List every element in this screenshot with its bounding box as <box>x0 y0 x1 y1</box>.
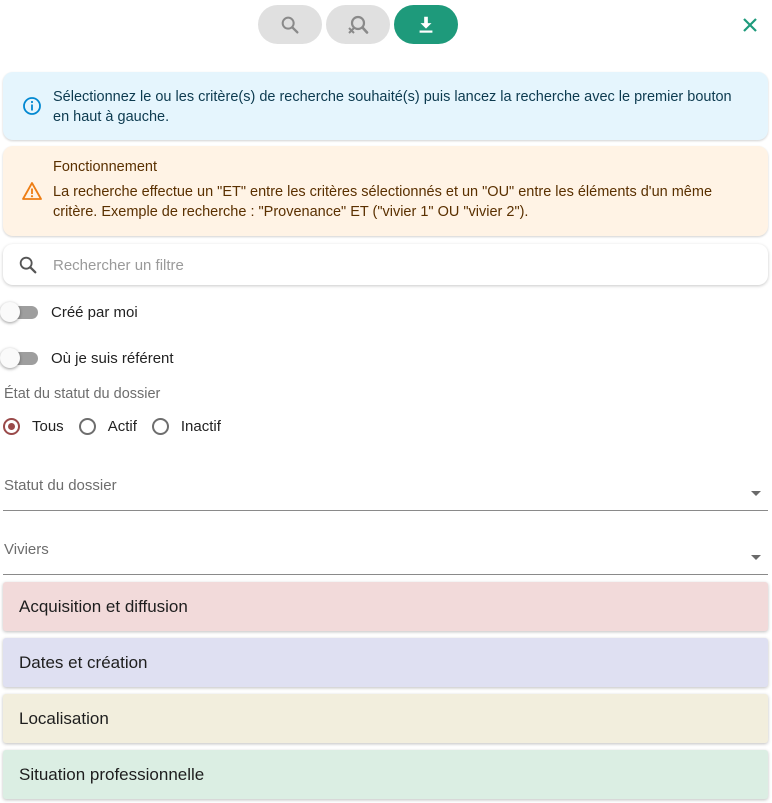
radio-all[interactable] <box>3 418 64 435</box>
warning-alert-title: Fonctionnement <box>53 159 157 175</box>
status-state-label: État du statut du dossier <box>4 386 161 402</box>
warning-icon <box>22 181 42 201</box>
toggle-label: Créé par moi <box>51 303 138 321</box>
info-alert <box>3 72 768 140</box>
created-by-me-toggle[interactable] <box>0 299 138 325</box>
select-label: Statut du dossier <box>4 477 117 494</box>
accordion-title: Dates et création <box>19 652 148 672</box>
radio-label: Tous <box>32 417 64 435</box>
warning-alert-body <box>53 157 748 222</box>
warning-alert <box>3 146 768 236</box>
radio-active[interactable] <box>79 418 137 435</box>
clear-search-button[interactable] <box>326 5 390 44</box>
accordion-title: Localisation <box>19 708 109 728</box>
accordion-title: Situation professionnelle <box>19 764 205 784</box>
search-icon <box>279 14 301 36</box>
info-alert-text: Sélectionnez le ou les critère(s) de recherche souhaité(s) puis lancez la recherche avec le premier bouton en haut à gauche. <box>53 89 732 125</box>
status-state-radio-group <box>3 414 236 438</box>
accordion-professional-situation[interactable] <box>3 750 768 799</box>
radio-circle[interactable] <box>152 418 169 435</box>
folder-status-select[interactable] <box>3 461 768 511</box>
filter-search-input[interactable] <box>51 244 745 287</box>
pools-select[interactable] <box>3 525 768 575</box>
referent-toggle[interactable] <box>0 345 174 371</box>
filter-search <box>3 244 768 285</box>
accordion-acquisition[interactable] <box>3 582 768 631</box>
toggle-switch[interactable] <box>0 346 40 370</box>
accordion-dates[interactable] <box>3 638 768 687</box>
search-off-icon <box>346 13 370 37</box>
toggle-label: Où je suis référent <box>51 349 174 367</box>
accordion-location[interactable] <box>3 694 768 743</box>
accordion-title: Acquisition et diffusion <box>19 596 188 616</box>
radio-circle[interactable] <box>79 418 96 435</box>
search-button[interactable] <box>258 5 322 44</box>
radio-label: Inactif <box>180 417 221 435</box>
radio-label: Actif <box>107 417 137 435</box>
download-icon <box>415 14 437 36</box>
warning-alert-text: La recherche effectue un "ET" entre les critères sélectionnés et un "OU" entre les éléments d'un même critère. Exemple de recherche : "Provenance" ET ("vivier 1" OU "vivier 2"). <box>53 184 713 220</box>
select-label: Viviers <box>4 541 49 558</box>
toolbar <box>0 5 772 45</box>
info-icon <box>22 96 42 116</box>
radio-circle[interactable] <box>3 418 20 435</box>
close-icon <box>741 16 759 34</box>
toggle-switch[interactable] <box>0 300 40 324</box>
radio-inactive[interactable] <box>152 418 221 435</box>
search-icon <box>17 254 39 276</box>
download-button[interactable] <box>394 5 458 44</box>
arrow-drop-down-icon <box>751 555 761 560</box>
close-button[interactable] <box>736 11 764 39</box>
arrow-drop-down-icon <box>751 491 761 496</box>
